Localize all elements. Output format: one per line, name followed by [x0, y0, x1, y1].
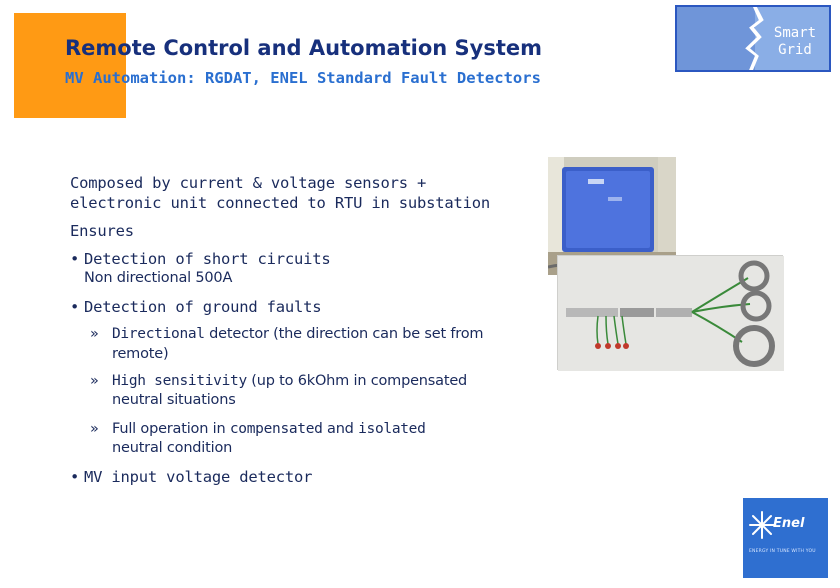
bullet-detail: Non directional 500A — [84, 270, 233, 286]
subitem-text: (up to 6kOhm in compensated — [246, 373, 468, 389]
subitem-directional — [90, 326, 483, 342]
logo-line-2: Grid — [778, 42, 812, 58]
subitem-directional-line2: remote) — [112, 346, 169, 362]
bullet-dot: • — [70, 468, 80, 486]
page-subtitle: MV Automation: RGDAT, ENEL Standard Fault Detectors — [65, 69, 541, 87]
subitem-high-sensitivity-line2: neutral situations — [112, 392, 236, 408]
page-title: Remote Control and Automation System — [65, 36, 543, 60]
logo-line-1: Smart — [773, 25, 817, 41]
bullet-label: MV input voltage detector — [84, 468, 313, 486]
orange-accent-block — [14, 13, 126, 118]
bullet-ground-faults — [70, 298, 321, 316]
bullet-short-circuits — [70, 250, 331, 268]
subitem-emphasis: High sensitivity — [112, 373, 247, 389]
subitem-text: and — [322, 421, 359, 437]
bullet-dot: • — [70, 298, 80, 316]
subitem-emphasis: Directional — [112, 326, 205, 342]
intro-line-2: electronic unit connected to RTU in substation — [70, 194, 491, 212]
chevron-icon: » — [90, 373, 99, 389]
subitem-full-operation-line2: neutral condition — [112, 440, 233, 456]
subitem-text: Full operation in — [112, 421, 230, 437]
sensors-photo — [557, 255, 783, 370]
subitem-emphasis: compensated — [229, 421, 323, 437]
enel-logo — [743, 498, 828, 578]
bullet-mv-voltage — [70, 468, 312, 486]
subitem-text: detector (the direction can be set from — [204, 326, 484, 342]
ensures-heading: Ensures — [70, 222, 134, 240]
smart-grid-logo — [675, 5, 831, 72]
intro-line-1: Composed by current & voltage sensors + — [70, 174, 427, 192]
enel-brand: Enel — [773, 516, 805, 531]
chevron-icon: » — [90, 326, 99, 342]
enel-tagline: ENERGY IN TUNE WITH YOU — [749, 549, 816, 554]
chevron-icon: » — [90, 421, 99, 437]
bullet-dot: • — [70, 250, 80, 268]
subitem-full-operation — [90, 421, 426, 437]
subitem-emphasis: isolated — [358, 421, 426, 437]
logo-text — [765, 25, 825, 59]
current-sensors-image — [558, 256, 784, 371]
bullet-label: Detection of short circuits — [84, 250, 331, 268]
bullet-label: Detection of ground faults — [84, 298, 322, 316]
subitem-high-sensitivity — [90, 373, 467, 389]
